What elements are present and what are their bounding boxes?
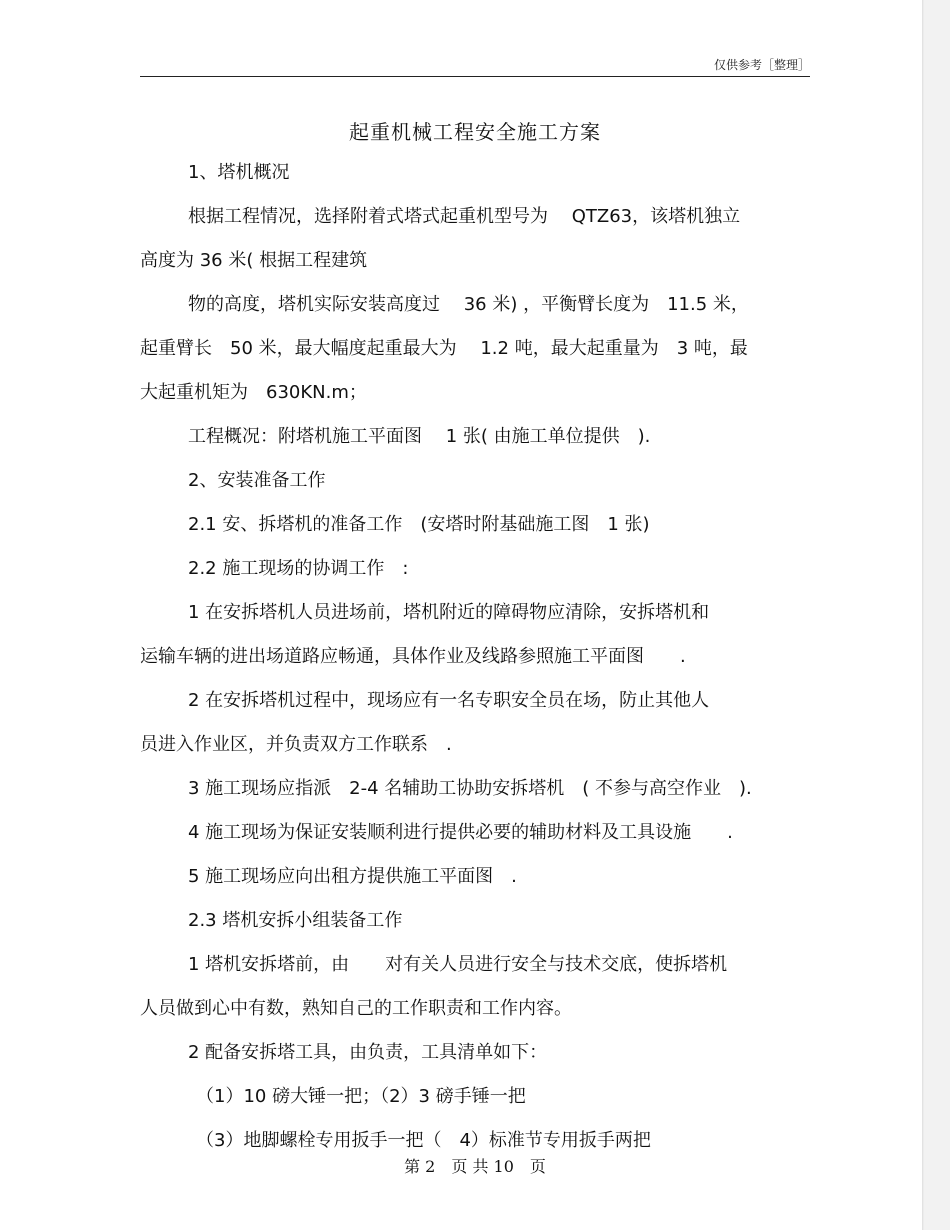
header-divider <box>140 76 810 77</box>
document-title: 起重机械工程安全施工方案 <box>349 120 601 144</box>
text-line: 2 配备安拆塔工具，由负责，工具清单如下： <box>188 1042 548 1063</box>
text-line: 起重臂长 50 米，最大幅度起重最大为 1.2 吨，最大起重量为 3 吨，最 <box>140 338 748 359</box>
document-body <box>140 158 810 1170</box>
text-line: 2.2 施工现场的协调工作 : <box>188 558 409 579</box>
text-line: 2 在安拆塔机过程中，现场应有一名专职安全员在场，防止其他人 <box>188 690 710 711</box>
page-number: 第 2 页 共 10 页 <box>404 1157 546 1176</box>
text-line: 1 在安拆塔机人员进场前，塔机附近的障碍物应清除，安拆塔机和 <box>188 602 710 623</box>
text-line: 工程概况：附塔机施工平面图 1 张( 由施工单位提供 ). <box>188 426 651 447</box>
text-line: 1、塔机概况 <box>188 162 290 183</box>
text-line: 4 施工现场为保证安装顺利进行提供必要的辅助材料及工具设施 . <box>188 822 733 843</box>
text-line: 5 施工现场应向出租方提供施工平面图 . <box>188 866 517 887</box>
text-line: 2、安装准备工作 <box>188 470 326 491</box>
text-line: 高度为 36 米( 根据工程建筑 <box>140 250 368 271</box>
text-line: 根据工程情况，选择附着式塔式起重机型号为 QTZ63，该塔机独立 <box>188 206 741 227</box>
text-line: 大起重机矩为 630KN.m； <box>140 382 367 403</box>
text-line: 物的高度，塔机实际安装高度过 36 米) ，平衡臂长度为 11.5 米， <box>188 294 749 315</box>
header-note: 仅供参考［整理］ <box>713 58 810 72</box>
text-line: 3 施工现场应指派 2-4 名辅助工协助安拆塔机 ( 不参与高空作业 ). <box>188 778 752 799</box>
text-line: 1 塔机安拆塔前，由 对有关人员进行安全与技术交底，使拆塔机 <box>188 954 728 975</box>
text-line: （3）地脚螺栓专用扳手一把（ 4）标准节专用扳手两把 <box>196 1130 651 1151</box>
text-line: 2.1 安、拆塔机的准备工作 (安塔时附基础施工图 1 张) <box>188 514 650 535</box>
text-line: 运输车辆的进出场道路应畅通，具体作业及线路参照施工平面图 . <box>140 646 686 667</box>
text-line: （1）10 磅大锤一把；（2）3 磅手锤一把 <box>196 1086 526 1107</box>
text-line: 人员做到心中有数，熟知自己的工作职责和工作内容。 <box>140 998 572 1019</box>
text-line: 2.3 塔机安拆小组装备工作 <box>188 910 403 931</box>
text-line: 员进入作业区，并负责双方工作联系 . <box>140 734 452 755</box>
